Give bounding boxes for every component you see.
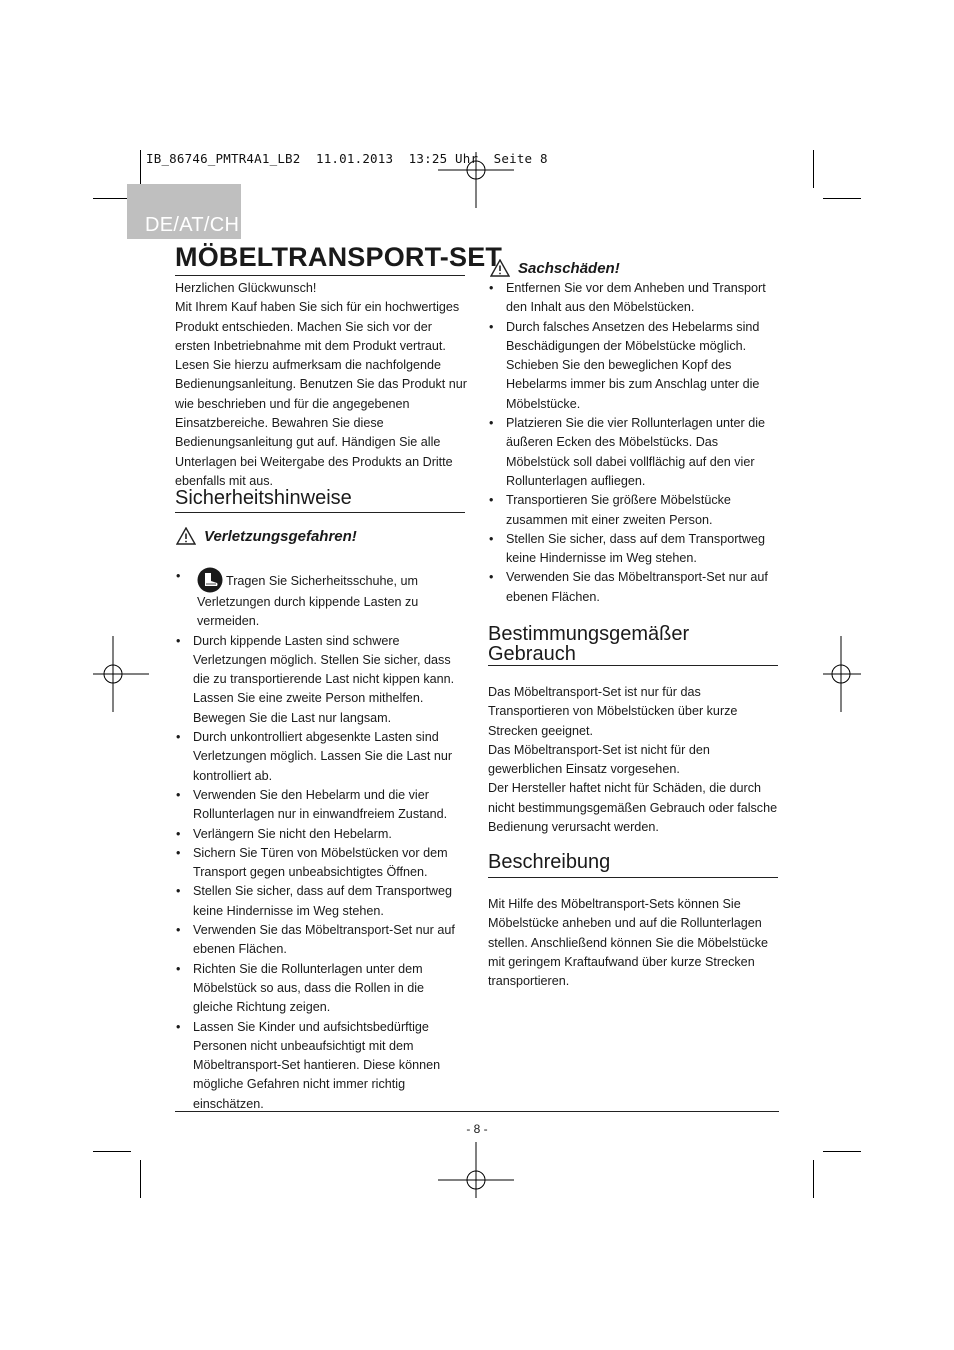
intended-use-text (488, 683, 780, 837)
list-item: • Platzieren Sie die vier Rollunterlagen unter die äußeren Ecken des Möbelstücks. Das Möbelstück soll dabei vollflächig auf den vier Rollunterlagen aufliegen. (488, 414, 780, 491)
list-item: • Entfernen Sie vor dem Anheben und Transport den Inhalt aus den Möbelstücken. (488, 279, 780, 318)
intro-text (175, 279, 467, 491)
registration-mark-icon (438, 132, 514, 208)
warning-triangle-icon (176, 527, 196, 545)
damage-warning (490, 259, 620, 277)
list-item: • Sichern Sie Türen von Möbelstücken vor dem Transport gegen unbeabsichtigtes Öffnen. (175, 844, 467, 883)
intended-use-heading: Bestimmungsgemäßer Gebrauch (488, 623, 690, 665)
list-item: • Verlängern Sie nicht den Hebelarm. (175, 825, 467, 844)
safety-list (175, 567, 467, 1114)
list-item: • Verwenden Sie das Möbeltransport-Set nur auf ebenen Flächen. (175, 921, 467, 960)
list-item: • Verwenden Sie das Möbeltransport-Set nur auf ebenen Flächen. (488, 568, 780, 607)
list-item: • Durch unkontrolliert abgesenkte Lasten sind Verletzungen möglich. Lassen Sie die Last nur kontrolliert ab. (175, 728, 467, 786)
list-item: • Transportieren Sie größere Möbelstücke zusammen mit einer zweiten Person. (488, 491, 780, 530)
description-text (488, 895, 780, 991)
crop-mark (140, 1160, 141, 1198)
safety-heading: Sicherheitshinweise (175, 487, 352, 509)
section-rule (488, 877, 778, 878)
list-item: • Verwenden Sie den Hebelarm und die vier Rollunterlagen nur in einwandfreiem Zustand. (175, 786, 467, 825)
paragraph: Das Möbeltransport-Set ist nicht für den gewerblichen Einsatz vorgesehen. (488, 742, 710, 777)
list-item: • Richten Sie die Rollunterlagen unter dem Möbelstück so aus, dass die Rollen in die gleiche Richtung zeigen. (175, 960, 467, 1018)
list-item: • Durch kippende Lasten sind schwere Verletzungen möglich. Stellen Sie sicher, dass die zu transportierende Last nicht kippen kann. Lassen Sie eine zweite Person mithelfen. Bewegen Sie die Last nur langsam. (175, 632, 467, 728)
section-rule (175, 512, 465, 513)
title-rule (175, 275, 465, 276)
print-slug: IB_86746_PMTR4A1_LB2 11.01.2013 13:25 Uhr Seite 8 (146, 151, 548, 166)
registration-mark-icon (438, 1142, 514, 1218)
crop-mark (823, 198, 861, 199)
damage-list (488, 279, 780, 607)
injury-warning (176, 527, 357, 545)
registration-mark-icon (93, 636, 169, 712)
safety-boot-icon (197, 567, 223, 593)
list-item: • Stellen Sie sicher, dass auf dem Transportweg keine Hindernisse im Weg stehen. (175, 882, 467, 921)
paragraph: Mit Hilfe des Möbeltransport-Sets können Sie Möbelstücke anheben und auf die Rollunterlagen stellen. Anschließend können Sie die Möbelstücke mit geringem Kraftaufwand über kurze Strecken transportieren. (488, 897, 769, 989)
paragraph: Das Möbeltransport-Set ist nur für das Transportieren von Möbelstücken über kurze Strecken geeignet. (488, 685, 738, 738)
crop-mark (93, 1151, 131, 1152)
list-item: • Lassen Sie Kinder und aufsichtsbedürftige Personen nicht unbeaufsichtigt mit dem Möbeltransport-Set hantieren. Diese können mögliche Gefahren nicht immer richtig einschätzen. (175, 1018, 467, 1114)
country-tab-label: DE/AT/CH (145, 214, 240, 236)
crop-mark (813, 150, 814, 188)
intro-greeting: Herzlichen Glückwunsch! (175, 281, 317, 295)
crop-mark (823, 1151, 861, 1152)
country-tab (127, 184, 241, 239)
paragraph: Der Hersteller haftet nicht für Schäden, die durch nicht bestimmungsgemäßen Gebrauch oder falsche Bedienung verursacht werden. (488, 781, 778, 835)
damage-warning-title: Sachschäden! (518, 259, 620, 277)
injury-warning-title: Verletzungsgefahren! (204, 527, 357, 545)
description-heading: Beschreibung (488, 851, 611, 873)
list-item: • Durch falsches Ansetzen des Hebelarms sind Beschädigungen der Möbelstücke möglich. Schieben Sie den beweglichen Kopf des Hebelarms immer bis zum Anschlag unter die Möbelstücke. (488, 318, 780, 414)
page-title: MÖBELTRANSPORT-SET (175, 242, 503, 272)
page-number: - 8 - (466, 1122, 488, 1136)
intro-paragraph: Mit Ihrem Kauf haben Sie sich für ein hochwertiges Produkt entschieden. Machen Sie sich vor der ersten Inbetriebnahme mit dem Produkt vertraut. (175, 300, 460, 353)
intro-paragraph: Lesen Sie hierzu aufmerksam die nachfolgende Bedienungsanleitung. Benutzen Sie das Produkt nur wie beschrieben und für die angegebenen Einsatzbereiche. Bewahren Sie diese Bedienungsanleitung gut auf. Händigen Sie alle Unterlagen bei Weitergabe des Produkts an Dritte ebenfalls mit aus. (175, 358, 467, 488)
warning-triangle-icon (490, 259, 510, 277)
registration-mark-icon (823, 636, 899, 712)
section-rule (488, 665, 778, 666)
list-item: • Tragen Sie Sicherheitsschuhe, um Verletzungen durch kippende Lasten zu vermeiden. (175, 567, 467, 632)
crop-mark (140, 150, 141, 188)
crop-mark (813, 1160, 814, 1198)
list-item: • Stellen Sie sicher, dass auf dem Transportweg keine Hindernisse im Weg stehen. (488, 530, 780, 569)
footer-rule (175, 1111, 779, 1112)
crop-mark (93, 198, 131, 199)
